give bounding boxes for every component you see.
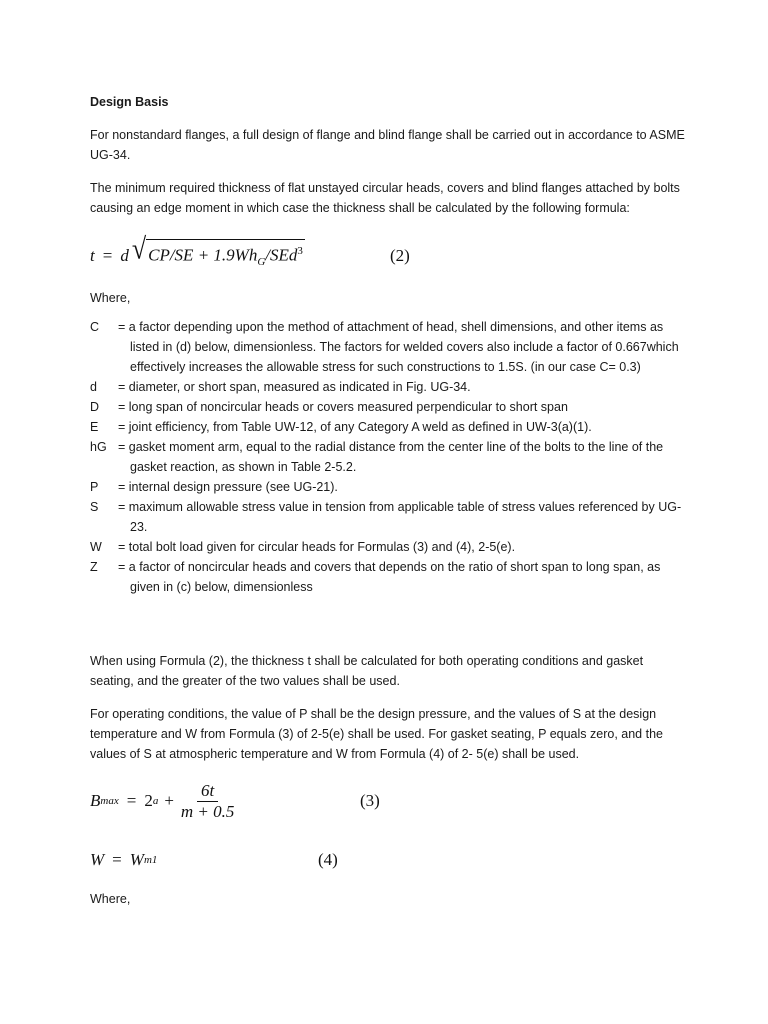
definition-item bbox=[90, 497, 690, 537]
definition-text: = internal design pressure (see UG-21). bbox=[118, 480, 338, 494]
formula-2-exponent: 3 bbox=[297, 245, 303, 258]
section-heading: Design Basis bbox=[90, 95, 169, 109]
where-label-2: Where, bbox=[90, 892, 131, 906]
formula-3-term: 2 bbox=[144, 791, 153, 810]
formula-3-denominator: m + 0.5 bbox=[180, 801, 235, 821]
definition-text: = a factor of noncircular heads and covers that depends on the ratio of short span to long span, as given in (c) below, dimensionless bbox=[118, 560, 661, 594]
paragraph-nonstandard-flanges: For nonstandard flanges, a full design of flange and blind flange shall be carried out in accordance to ASME UG-34. bbox=[90, 128, 685, 162]
formula-2-number: (2) bbox=[390, 246, 410, 265]
definition-symbol: S bbox=[90, 500, 99, 514]
definition-symbol: D bbox=[90, 400, 100, 414]
definition-text: = joint efficiency, from Table UW-12, of any Category A weld as defined in UW-3(a)(1). bbox=[118, 420, 592, 434]
paragraph-operating-conditions: For operating conditions, the value of P shall be the design pressure, and the values of S at the design temperature and W from Formula (3) of 2-5(e) shall be used. For gasket seating, P equals zero, and the values of S at atmospheric temperature and W from Formula (4) of 2- 5(e) shall be used. bbox=[90, 707, 663, 761]
definition-text: = a factor depending upon the method of attachment of head, shell dimensions, and other items as listed in (d) below, dimensionless. The factors for welded covers also include a factor of 0.667which effectively increases the allowable stress for such constructions to 1.5S. (in our case C= 0.3) bbox=[118, 320, 679, 374]
definition-symbol: E bbox=[90, 420, 99, 434]
definition-item bbox=[90, 557, 690, 597]
definition-symbol: P bbox=[90, 480, 99, 494]
definition-item bbox=[90, 317, 690, 377]
variable-definitions bbox=[90, 317, 690, 597]
formula-2-radicand-a: CP/SE + 1.9Wh bbox=[148, 246, 258, 266]
definition-text: = maximum allowable stress value in tension from applicable table of stress values referenced by UG-23. bbox=[118, 500, 682, 534]
formula-3-numerator: 6t bbox=[197, 782, 218, 802]
definition-symbol: C bbox=[90, 320, 100, 334]
definition-symbol: d bbox=[90, 380, 97, 394]
formula-4-number: (4) bbox=[318, 850, 338, 869]
formula-3-term-subscript: a bbox=[152, 795, 159, 807]
formula-2 bbox=[90, 232, 650, 276]
definition-text: = long span of noncircular heads or covers measured perpendicular to short span bbox=[118, 400, 568, 414]
formula-3-equals: = bbox=[126, 791, 137, 810]
formula-2-radicand-b: /SEd bbox=[265, 246, 298, 266]
formula-2-subscript: G bbox=[257, 256, 266, 269]
formula-3-fraction bbox=[177, 782, 239, 821]
formula-2-lhs: t bbox=[90, 246, 95, 265]
formula-3 bbox=[90, 778, 650, 824]
where-label-1: Where, bbox=[90, 291, 131, 305]
formula-4-lhs: W bbox=[90, 850, 105, 869]
definition-text: = gasket moment arm, equal to the radial distance from the center line of the bolts to the line of the gasket reaction, as shown in Table 2-5.2. bbox=[118, 440, 664, 474]
formula-4-rhs: W bbox=[129, 850, 144, 869]
definition-text: = diameter, or short span, measured as indicated in Fig. UG-34. bbox=[118, 380, 471, 394]
definition-item bbox=[90, 377, 690, 397]
formula-3-lhs: B bbox=[90, 791, 101, 810]
definition-text: = total bolt load given for circular heads for Formulas (3) and (4), 2-5(e). bbox=[118, 540, 516, 554]
formula-3-number: (3) bbox=[360, 791, 380, 810]
definition-symbol: Z bbox=[90, 560, 98, 574]
formula-2-equals: = bbox=[102, 246, 113, 265]
definition-item bbox=[90, 397, 690, 417]
formula-3-lhs-subscript: max bbox=[100, 795, 119, 807]
formula-2-d: d bbox=[120, 246, 129, 265]
definition-item bbox=[90, 437, 690, 477]
formula-4 bbox=[90, 846, 650, 874]
formula-3-plus: + bbox=[164, 791, 174, 810]
paragraph-minimum-thickness: The minimum required thickness of flat unstayed circular heads, covers and blind flanges attached by bolts causing an edge moment in which case the thickness shall be calculated by the following formula: bbox=[90, 181, 680, 215]
paragraph-formula-2-usage: When using Formula (2), the thickness t shall be calculated for both operating conditions and gasket seating, and the greater of the two values shall be used. bbox=[90, 654, 644, 688]
definition-symbol: W bbox=[90, 540, 102, 554]
definition-item bbox=[90, 477, 690, 497]
formula-2-radical: √ $CP/SE + 1.9Wh_G/SEd^3$ bbox=[132, 239, 305, 272]
formula-4-rhs-subscript: m1 bbox=[143, 854, 158, 866]
definition-symbol: hG bbox=[90, 440, 107, 454]
definition-item bbox=[90, 417, 690, 437]
formula-4-equals: = bbox=[112, 850, 122, 869]
definition-item bbox=[90, 537, 690, 557]
